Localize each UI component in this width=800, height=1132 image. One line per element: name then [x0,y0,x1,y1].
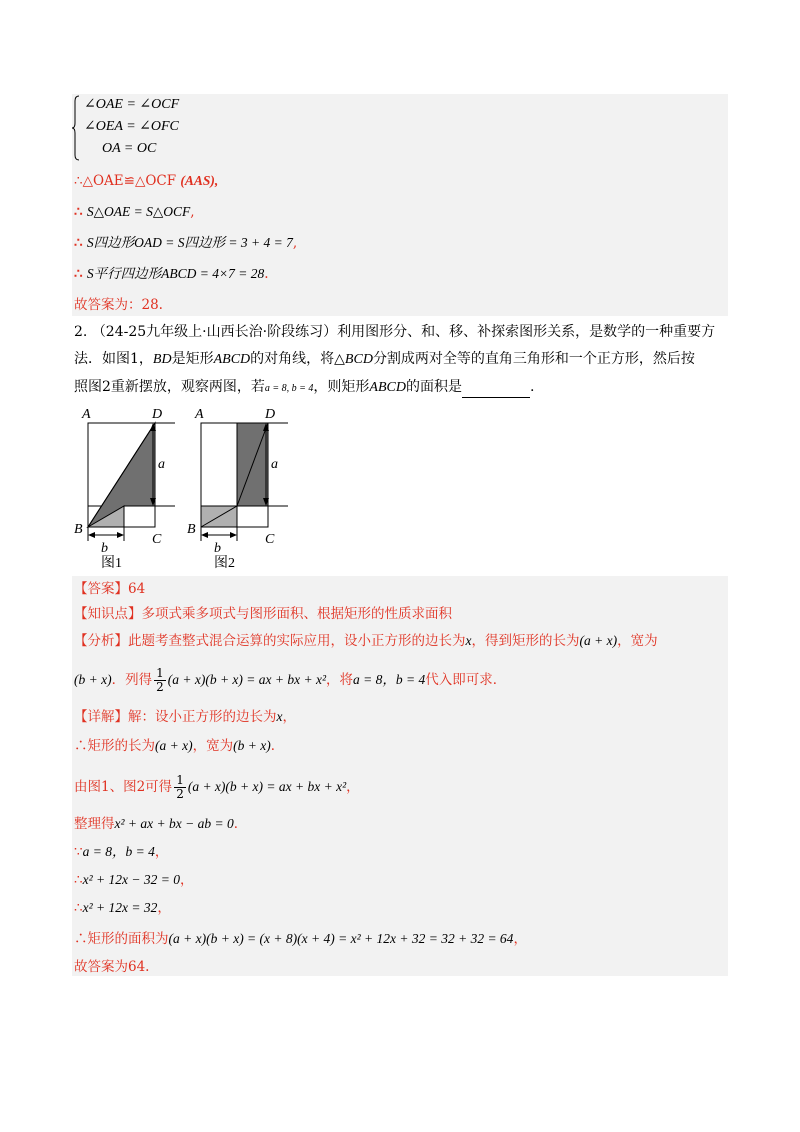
problem-text-2b: 是矩形 [171,351,214,367]
analysis-x: x [465,633,472,648]
condition: a = 8, b = 4 [264,383,314,394]
analysis-width: (b + x) [74,672,112,687]
detail-line [74,708,296,726]
detail-end: ， [282,709,296,725]
step-2 [74,774,360,801]
area-equal-line [74,203,195,221]
area-total-expr: S平行四边形ABCD = 4×7 = 28 [86,266,265,281]
rect-abcd-1: ABCD [213,352,251,367]
fig1-label-b: b [101,541,108,556]
system-line-1: ∠OAE = ∠OCF [84,97,180,112]
step-7 [74,930,527,948]
congruence-line [74,172,218,190]
fig1-square [124,506,155,527]
analysis-tag: 【分析】 [74,633,128,649]
problem-text-2d: 分割成两对全等的直角三角形和一个正方形，然后按 [372,351,695,367]
equation-system [76,94,179,160]
congruence-text: ∴△OAE≌△OCF [74,173,177,189]
analysis-text-1: 此题考查整式混合运算的实际应用，设小正方形的边长为 [128,633,466,649]
analysis-text-2: ，得到矩形的长为 [471,633,580,649]
answer-line [74,580,145,598]
problem-line-1 [74,323,715,341]
problem-text-3a: 照图2重新摆放，观察两图，若 [74,379,265,395]
system-line-2: ∠OEA = ∠OFC [84,119,179,134]
figure-2 [185,403,297,571]
analysis-line-1 [74,632,658,650]
step-7-pre: ∴矩形的面积为 [74,931,169,947]
fig2-label-b-vertex: B [187,522,196,537]
step-5 [74,871,193,889]
fig1-label-d: D [152,407,163,422]
step-2-fraction-den: 2 [176,787,184,801]
figure-1 [72,403,184,571]
fig1-label-b-vertex: B [74,522,83,537]
step-3 [74,815,247,833]
step-4-equation: a = 8，b = 4 [82,844,155,859]
step-6 [74,899,171,917]
problem-line-2 [74,350,695,369]
analysis-values: a = 8，b = 4 [353,672,426,687]
area-total-line [74,265,269,283]
fig2-caption: 图2 [214,556,235,571]
fig1-arrowhead-left [88,532,95,538]
step-5-end: ， [179,872,194,888]
final-answer: 故答案为64. [74,959,150,975]
answer-line-1: 故答案为：28. [74,297,163,313]
step-1-length: (a + x) [155,738,193,753]
rect-abcd-2: ABCD [369,380,406,395]
fig1-arrowhead-right [117,532,124,538]
problem-text-3d: . [529,379,535,395]
fig2-label-b: b [214,541,221,556]
problem-text-1: 利用图形分、和、移、补探索图形关系，是数学的一种重要方 [337,324,716,340]
triangle-bcd: △BCD [334,352,373,367]
fig1-label-c: C [152,532,162,547]
step-1 [74,737,284,755]
step-1-width: (b + x) [233,738,271,753]
area-sum-line [74,234,297,252]
step-3-end: ． [233,816,248,832]
fig2-label-a-vertex: A [195,407,204,422]
detail-tag: 【详解】 [74,709,128,725]
area-total-end: . [264,266,269,282]
step-7-equation: (a + x)(b + x) = (x + 8)(x + 4) = x² + 12x + 32 = 32 + 32 = 64 [168,931,514,946]
system-line-3: OA = OC [102,141,157,156]
fig2-label-d: D [265,407,276,422]
analysis-equation: (a + x)(b + x) = ax + bx + x² [167,672,327,687]
step-1-mid: ，宽为 [192,738,234,754]
fig2-arrowhead-left [201,532,208,538]
knowledge-line [74,605,452,623]
analysis-fraction [154,667,166,694]
area-equal-end: , [190,204,195,220]
analysis-text-3: ，宽为 [617,633,658,649]
problem-number: 2. [74,324,88,340]
knowledge-tag: 【知识点】 [74,606,142,622]
fig2-arrowhead-right [230,532,237,538]
step-5-equation: x² + 12x − 32 = 0 [82,872,180,887]
step-1-pre: ∴矩形的长为 [74,738,155,754]
analysis-line-2 [74,667,506,694]
answer-tag: 【答案】 [74,581,128,597]
fig2-label-a: a [271,457,278,472]
analysis-text-5: ，将 [326,672,354,688]
fraction-den: 2 [156,680,164,694]
detail-x: x [276,709,283,724]
answer-blank [462,383,530,398]
step-2-equation: (a + x)(b + x) = ax + bx + x² [187,779,347,794]
analysis-text-4: ．列得 [111,672,153,688]
step-3-equation: x² + ax + bx − ab = 0 [114,816,234,831]
therefore-2: ∴ [74,235,83,251]
area-sum-end: , [292,235,298,251]
step-7-end: ， [513,931,527,947]
fig1-label-a: a [158,457,165,472]
step-6-equation: x² + 12x = 32 [82,900,158,915]
step-2-fraction [174,774,186,801]
fig2-label-c: C [265,532,275,547]
step-4-pre: ∵ [74,844,83,860]
step-3-pre: 整理得 [74,816,115,832]
fig1-label-a-vertex: A [82,407,91,422]
answer-value: 64 [128,581,146,597]
fig1-caption: 图1 [101,556,122,571]
knowledge-text: 多项式乘多项式与图形面积、根据矩形的性质求面积 [141,606,452,622]
step-2-pre: 由图1、图2可得 [74,779,173,795]
step-4-end: ， [154,844,169,860]
problem-source: （24-25九年级上·山西长治·阶段练习） [91,324,338,340]
step-5-pre: ∴ [74,872,83,888]
detail-text: 解：设小正方形的边长为 [128,709,277,725]
step-4 [74,843,168,861]
problem-line-3 [74,378,534,398]
problem-text-3b: ，则矩形 [313,379,370,395]
analysis-text-6: 代入即可求． [425,672,507,688]
problem-text-2c: 的对角线，将 [250,351,335,367]
problem-text-2a: 法．如图1， [74,351,153,367]
analysis-length: (a + x) [579,633,618,648]
area-equal-expr: S△OAE = S△OCF [86,204,191,219]
step-2-end: ， [346,779,360,795]
area-sum-expr: S四边形OAD = S四边形 = 3 + 4 = 7 [86,235,293,250]
congruence-reason: (AAS), [180,173,219,188]
step-1-end: ． [270,738,285,754]
problem-text-3c: 的面积是 [405,379,462,395]
diagonal-bd: BD [152,352,172,367]
therefore-3: ∴ [74,266,83,282]
step-6-pre: ∴ [74,900,83,916]
step-6-end: ， [157,900,171,916]
step-2-fraction-num: 1 [176,773,184,787]
fraction-num: 1 [156,666,164,680]
therefore-1: ∴ [74,204,83,220]
